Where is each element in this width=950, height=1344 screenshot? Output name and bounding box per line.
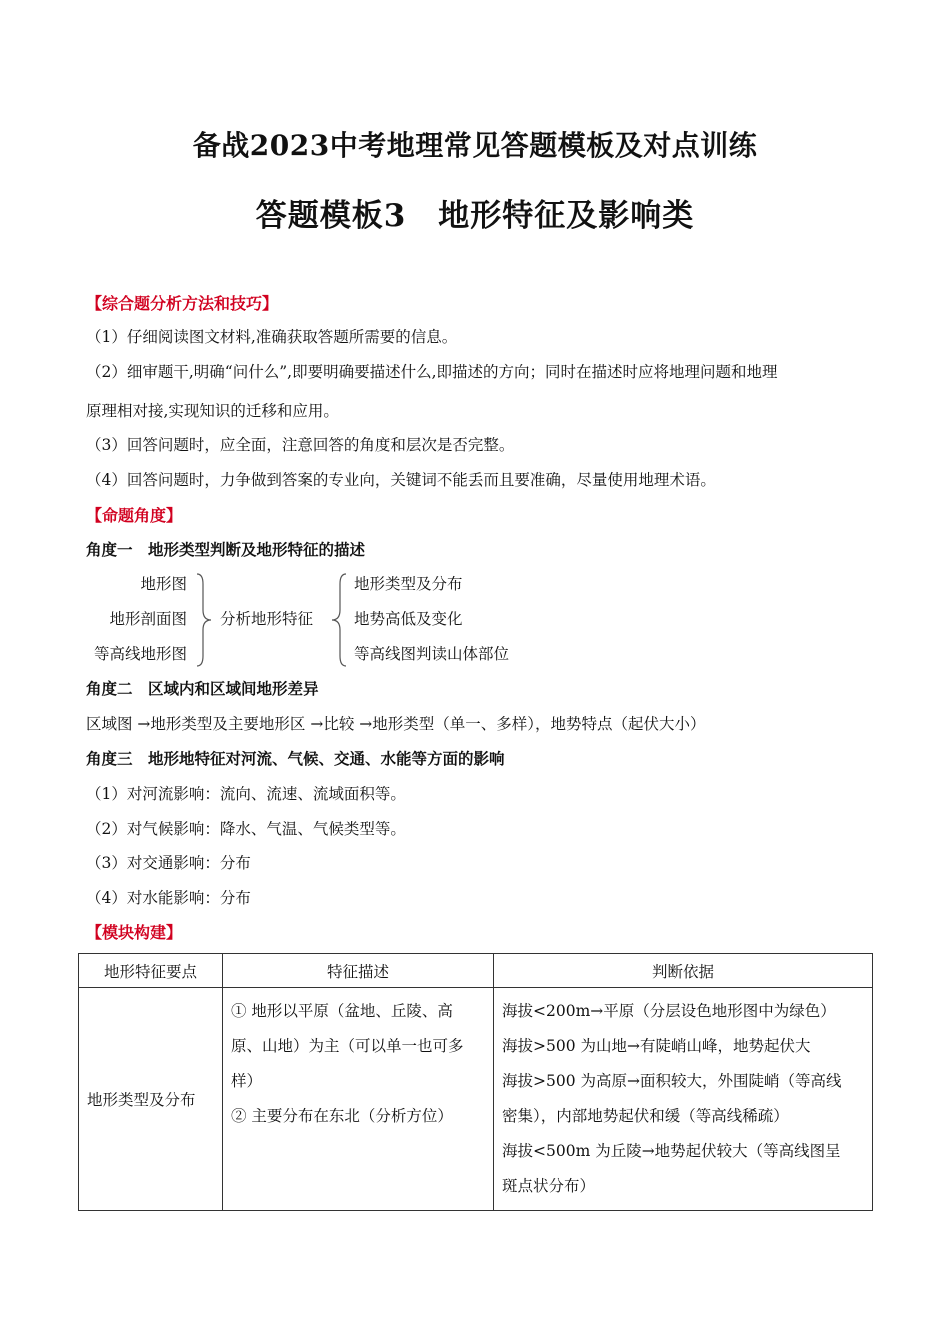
left-brace-icon [193, 572, 217, 668]
right-brace-icon [326, 572, 350, 668]
diagram-left-item: 等高线地形图 [93, 645, 187, 663]
method-item: （2）细审题干,明确“问什么”,即要明确要描述什么,即描述的方向；同时在描述时应将地理问题和地理 [86, 363, 778, 381]
influence-item: （4）对水能影响：分布 [86, 889, 251, 907]
method-item: （1）仔细阅读图文材料,准确获取答题所需要的信息。 [86, 328, 458, 346]
angle-two-flow: 区域图 →地形类型及主要地形区 →比较 →地形类型（单一、多样），地势特点（起伏大小） [86, 715, 706, 733]
table-header-row [79, 954, 873, 988]
diagram-right-item: 地势高低及变化 [354, 610, 463, 628]
desc-line: 原、山地）为主（可以单一也可多 [231, 1037, 464, 1055]
diagram-left-item: 地形图 [140, 575, 187, 593]
method-item: 原理相对接,实现知识的迁移和应用。 [86, 402, 339, 420]
basis-line: 斑点状分布） [502, 1177, 596, 1195]
table-row [79, 988, 873, 1211]
angle-one-title: 角度一 地形类型判断及地形特征的描述 [86, 540, 366, 559]
influence-item: （3）对交通影响：分布 [86, 854, 251, 872]
document-subtitle: 答题模板3 地形特征及影响类 [255, 198, 695, 234]
desc-line: ② 主要分布在东北（分析方位） [231, 1107, 453, 1125]
method-item: （3）回答问题时，应全面，注意回答的角度和层次是否完整。 [86, 436, 515, 454]
document-title: 备战2023中考地理常见答题模板及对点训练 [192, 129, 758, 162]
module-table [78, 953, 873, 1211]
table-cell-desc [223, 988, 494, 1211]
influence-item: （1）对河流影响：流向、流速、流域面积等。 [86, 785, 406, 803]
desc-line: 样） [231, 1072, 263, 1090]
section-heading-angles: 【命题角度】 [86, 506, 183, 525]
basis-line: 海拔>500 为高原→面积较大，外围陡峭（等高线 [502, 1072, 842, 1090]
method-item: （4）回答问题时，力争做到答案的专业向，关键词不能丢而且要准确，尽量使用地理术语。 [86, 471, 716, 489]
basis-line: 密集），内部地势起伏和缓（等高线稀疏） [502, 1107, 789, 1125]
diagram-right-item: 地形类型及分布 [354, 575, 463, 593]
basis-line: 海拔<500m 为丘陵→地势起伏较大（等高线图呈 [502, 1142, 841, 1160]
diagram-middle-label: 分析地形特征 [220, 610, 314, 628]
table-cell-basis [494, 988, 873, 1211]
basis-line: 海拔<200m→平原（分层设色地形图中为绿色） [502, 1002, 836, 1020]
table-header-cell: 特征描述 [223, 954, 494, 988]
angle-three-title: 角度三 地形地特征对河流、气候、交通、水能等方面的影响 [86, 749, 505, 768]
section-heading-methods: 【综合题分析方法和技巧】 [86, 294, 279, 313]
table-cell-point: 地形类型及分布 [79, 988, 223, 1211]
table-header-cell: 地形特征要点 [79, 954, 223, 988]
diagram-right-item: 等高线图判读山体部位 [354, 645, 510, 663]
basis-line: 海拔>500 为山地→有陡峭山峰，地势起伏大 [502, 1037, 811, 1055]
influence-item: （2）对气候影响：降水、气温、气候类型等。 [86, 820, 406, 838]
section-heading-module: 【模块构建】 [86, 923, 183, 942]
diagram-left-item: 地形剖面图 [109, 610, 187, 628]
table-header-cell: 判断依据 [494, 954, 873, 988]
angle-two-title: 角度二 区域内和区域间地形差异 [86, 679, 319, 698]
desc-line: ① 地形以平原（盆地、丘陵、高 [231, 1002, 453, 1020]
